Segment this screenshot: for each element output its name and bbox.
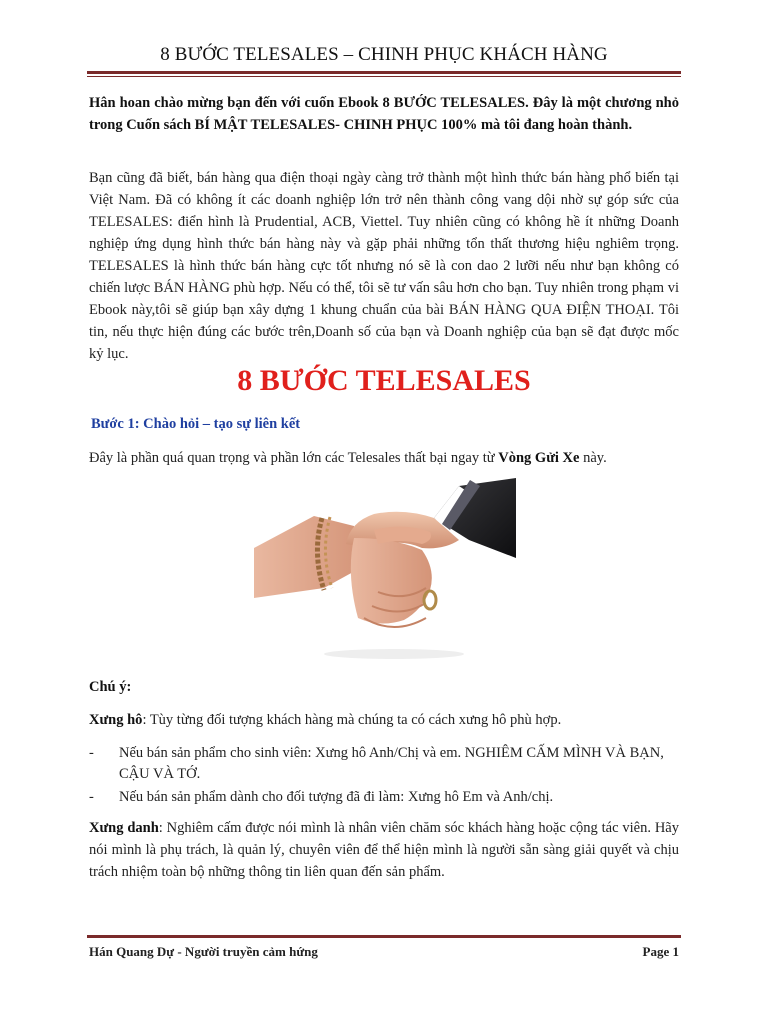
- bullet-marker: -: [89, 745, 94, 761]
- note-label: Chú ý:: [89, 679, 132, 695]
- bullet-marker: -: [89, 789, 94, 805]
- intro-paragraph: Hân hoan chào mừng bạn đến với cuốn Ebook 8 BƯỚC TELESALES. Đây là một chương nhỏ trong Cuốn sách BÍ MẬT TELESALES- CHINH PHỤC 100% mà tôi đang hoàn thành.: [89, 95, 679, 133]
- bullet-text: Nếu bán sản phẩm dành cho đối tượng đã đi làm: Xưng hô Em và Anh/chị.: [119, 789, 554, 805]
- header-rule-thin: [87, 76, 681, 77]
- list-item: [89, 743, 679, 785]
- step-1-desc-suffix: này.: [579, 450, 607, 466]
- footer-rule: [87, 935, 681, 938]
- xung-ho-text: : Tùy từng đối tượng khách hàng mà chúng ta có cách xưng hô phù hợp.: [142, 712, 562, 728]
- handshake-photo-icon: [254, 478, 516, 661]
- xung-ho-label: Xưng hô: [89, 712, 143, 728]
- list-item: [89, 787, 679, 808]
- xung-ho-line: [89, 712, 679, 729]
- footer-author: Hán Quang Dự - Người truyền cảm hứng: [89, 944, 318, 959]
- xung-danh-label: Xưng danh: [89, 820, 159, 836]
- step-1-heading: Bước 1: Chào hỏi – tạo sự liên kết: [91, 416, 301, 432]
- xung-danh-text: : Nghiêm cấm được nói mình là nhân viên chăm sóc khách hàng hoặc cộng tác viên. Hãy nói mình là phụ trách, là quản lý, chuyên viên để thể hiện mình là người sẵn sàng giải quyết và chịu trách nhiệm toàn bộ những thông tin liên quan đến sản phẩm.: [89, 820, 679, 880]
- section-heading: 8 BƯỚC TELESALES: [237, 364, 531, 397]
- step-1-desc-bold: Vòng Gửi Xe: [498, 450, 580, 466]
- xung-ho-bullet-list: [89, 743, 679, 810]
- page-header-title: 8 BƯỚC TELESALES – CHINH PHỤC KHÁCH HÀNG: [160, 44, 608, 65]
- page-number: Page 1: [642, 944, 679, 959]
- bullet-text: Nếu bán sản phẩm cho sinh viên: Xưng hô Anh/Chị và em. NGHIÊM CẤM MÌNH VÀ BẠN, CẬU VÀ TỚ.: [119, 745, 664, 782]
- header-rule: [87, 71, 681, 74]
- xung-danh-paragraph: [89, 817, 679, 883]
- handshake-image: [254, 478, 516, 661]
- step-1-description: [89, 450, 607, 467]
- body-paragraph: Bạn cũng đã biết, bán hàng qua điện thoại ngày càng trở thành một hình thức bán hàng phổ biến tại Việt Nam. Đã có không ít các doanh nghiệp lớn trở nên thành công vang dội nhờ sự góp sức của TELESALES: điển hình là Prudential, ACB, Viettel. Tuy nhiên cũng có không hề ít những Doanh nghiệp ứng dụng hình thức bán hàng này và gặp phải những tổn thất thương hiệu nghiêm trọng. TELESALES là hình thức bán hàng cực tốt nhưng nó sẽ là con dao 2 lưỡi nếu như bạn không có chiến lược BÁN HÀNG phù hợp. Nếu có thể, tôi sẽ tư vấn sâu hơn cho bạn. Tuy nhiên trong phạm vi Ebook này,tôi sẽ giúp bạn xây dựng 1 khung chuẩn của bài BÁN HÀNG QUA ĐIỆN THOẠI. Tôi tin, nếu thực hiện đúng các bước trên,Doanh số của bạn và Doanh nghiệp của bạn sẽ đạt được mốc kỷ lục.: [89, 170, 679, 362]
- step-1-desc-prefix: Đây là phần quá quan trọng và phần lớn các Telesales thất bại ngay từ: [89, 450, 499, 466]
